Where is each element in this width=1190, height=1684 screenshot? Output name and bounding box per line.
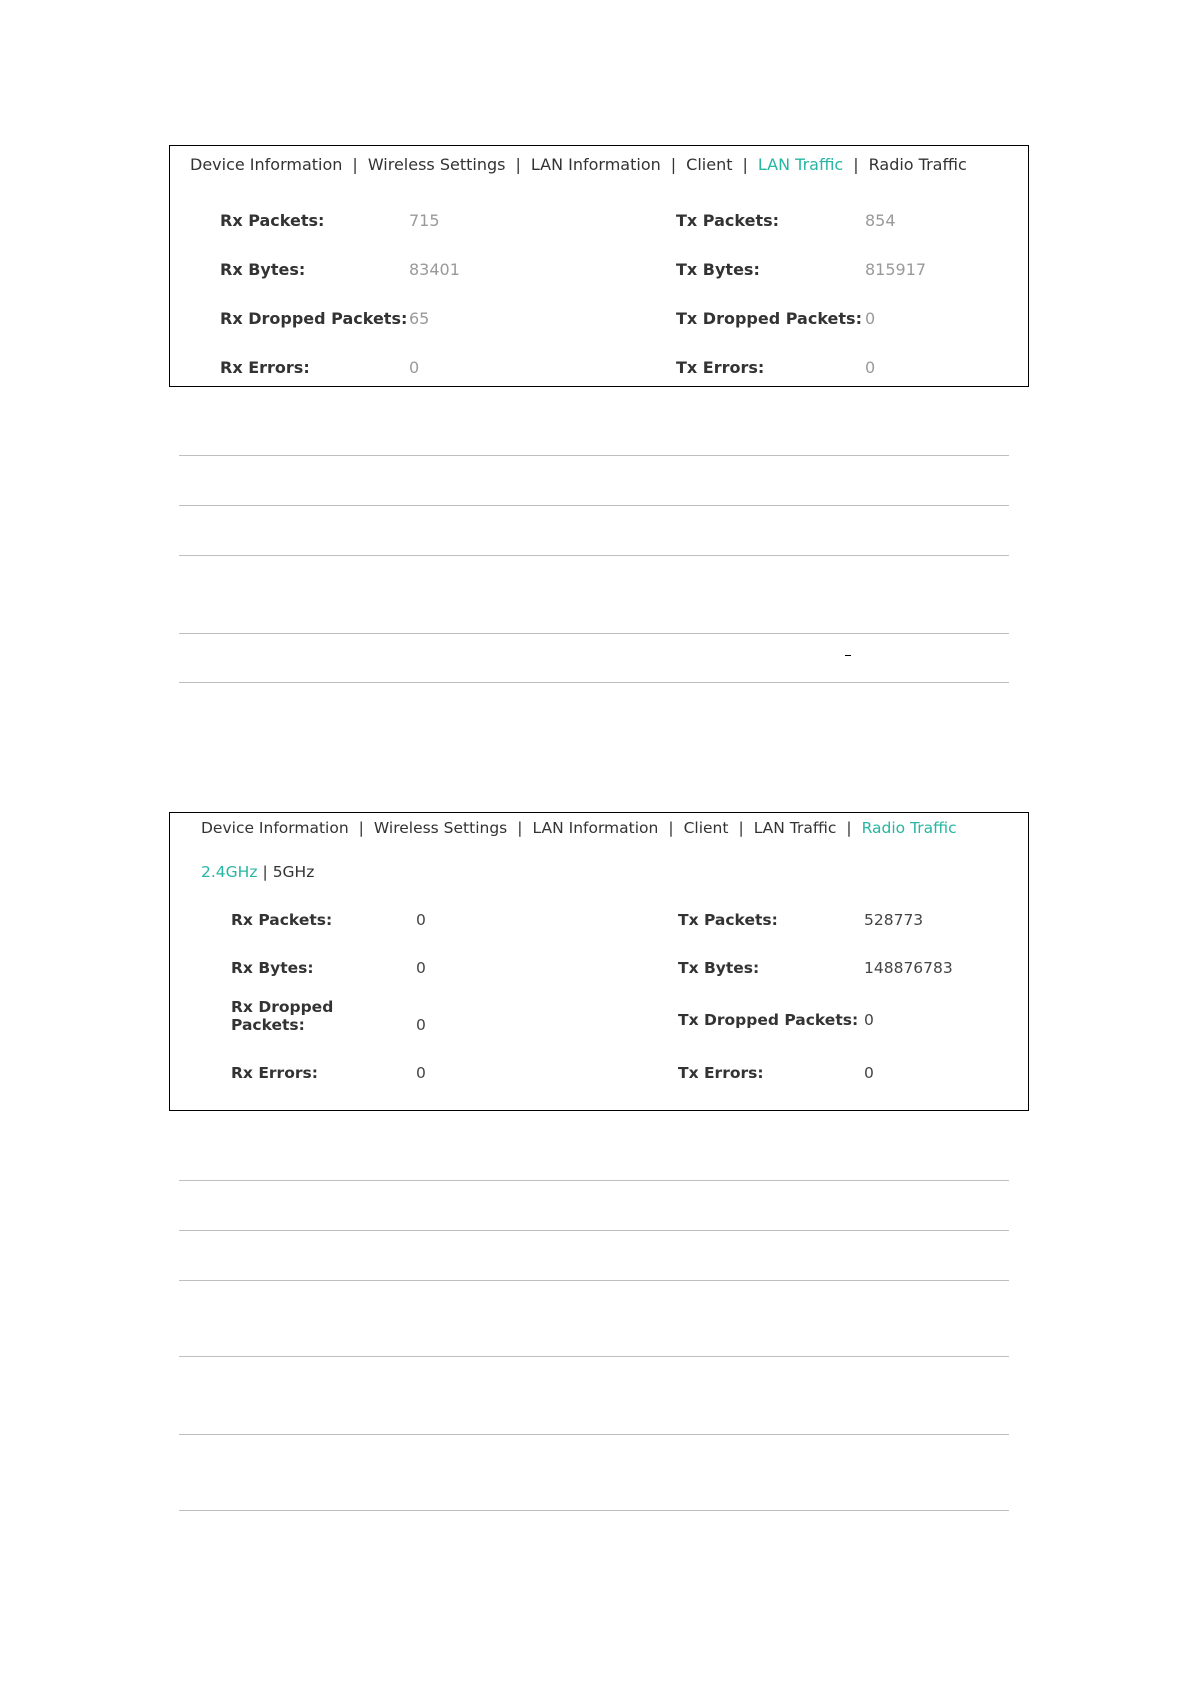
tab-separator: |: [846, 819, 852, 837]
tab-separator: |: [738, 819, 744, 837]
tx-bytes-label: Tx Bytes:: [676, 260, 760, 279]
tab-lan-information[interactable]: LAN Information: [532, 819, 659, 837]
rx-errors-label: Rx Errors:: [231, 1064, 318, 1082]
tab-lan-traffic[interactable]: LAN Traffic: [757, 155, 844, 174]
divider-line: [179, 1356, 1009, 1357]
rx-bytes-label: Rx Bytes:: [231, 959, 314, 977]
rx-packets-label: Rx Packets:: [220, 211, 325, 230]
band-selector: [201, 863, 314, 881]
tx-dropped-value: 0: [865, 309, 876, 328]
tab-separator: |: [742, 155, 748, 174]
tab-separator: |: [352, 155, 358, 174]
tab-separator: |: [515, 155, 521, 174]
tab-separator: |: [517, 819, 523, 837]
rx-dropped-label: Rx Dropped Packets:: [220, 309, 408, 328]
divider-line: [179, 1434, 1009, 1435]
tab-bar: [190, 155, 967, 174]
tab-lan-traffic[interactable]: LAN Traffic: [753, 819, 837, 837]
divider-line: [179, 555, 1009, 556]
tx-errors-value: 0: [864, 1064, 874, 1082]
tab-lan-information[interactable]: LAN Information: [530, 155, 661, 174]
tab-separator: |: [670, 155, 677, 174]
tx-packets-value: 528773: [864, 911, 924, 929]
tx-errors-value: 0: [865, 358, 876, 377]
rx-errors-label: Rx Errors:: [220, 358, 310, 377]
divider-line: [179, 1230, 1009, 1231]
divider-line: [179, 1510, 1009, 1511]
tab-radio-traffic[interactable]: Radio Traffic: [861, 819, 957, 837]
tab-client[interactable]: Client: [683, 819, 729, 837]
tx-bytes-value: 148876783: [864, 959, 953, 977]
divider-line: [179, 1280, 1009, 1281]
tx-packets-label: Tx Packets:: [678, 911, 778, 929]
tx-errors-label: Tx Errors:: [676, 358, 765, 377]
rx-dropped-label-line1: Rx Dropped: [231, 998, 334, 1016]
tx-dropped-label: Tx Dropped Packets:: [678, 1011, 859, 1029]
rx-errors-value: 0: [409, 358, 420, 377]
tab-wireless-settings[interactable]: Wireless Settings: [367, 155, 506, 174]
lan-traffic-panel: [169, 145, 1029, 387]
divider-line: [179, 505, 1009, 506]
rx-dropped-value: 65: [409, 309, 430, 328]
divider-line: [179, 633, 1009, 634]
tx-bytes-label: Tx Bytes:: [678, 959, 760, 977]
tick-mark: [845, 655, 851, 656]
rx-errors-value: 0: [416, 1064, 426, 1082]
tx-dropped-value: 0: [864, 1011, 874, 1029]
rx-packets-value: 0: [416, 911, 426, 929]
tab-separator: |: [358, 819, 364, 837]
tx-bytes-value: 815917: [865, 260, 927, 279]
tab-separator: |: [668, 819, 674, 837]
tab-separator: |: [853, 155, 859, 174]
band-separator: |: [262, 863, 268, 881]
tab-client[interactable]: Client: [686, 155, 733, 174]
tab-bar: [201, 819, 957, 837]
rx-packets-value: 715: [409, 211, 440, 230]
tx-dropped-label: Tx Dropped Packets:: [676, 309, 862, 328]
tx-errors-label: Tx Errors:: [678, 1064, 764, 1082]
rx-bytes-value: 0: [416, 959, 426, 977]
rx-bytes-value: 83401: [409, 260, 460, 279]
divider-line: [179, 682, 1009, 683]
rx-dropped-value: 0: [416, 1016, 426, 1034]
rx-dropped-label-line2: Packets:: [231, 1016, 305, 1034]
tab-wireless-settings[interactable]: Wireless Settings: [373, 819, 508, 837]
tx-packets-label: Tx Packets:: [676, 211, 780, 230]
band-2-4ghz[interactable]: 2.4GHz: [201, 863, 258, 881]
divider-line: [179, 1180, 1009, 1181]
divider-line: [179, 455, 1009, 456]
radio-traffic-panel: [169, 812, 1029, 1111]
tx-packets-value: 854: [865, 211, 896, 230]
tab-device-information[interactable]: Device Information: [190, 155, 343, 174]
rx-packets-label: Rx Packets:: [231, 911, 333, 929]
rx-bytes-label: Rx Bytes:: [220, 260, 306, 279]
band-5ghz[interactable]: 5GHz: [272, 863, 315, 881]
tab-radio-traffic[interactable]: Radio Traffic: [868, 155, 967, 174]
tab-device-information[interactable]: Device Information: [201, 819, 349, 837]
